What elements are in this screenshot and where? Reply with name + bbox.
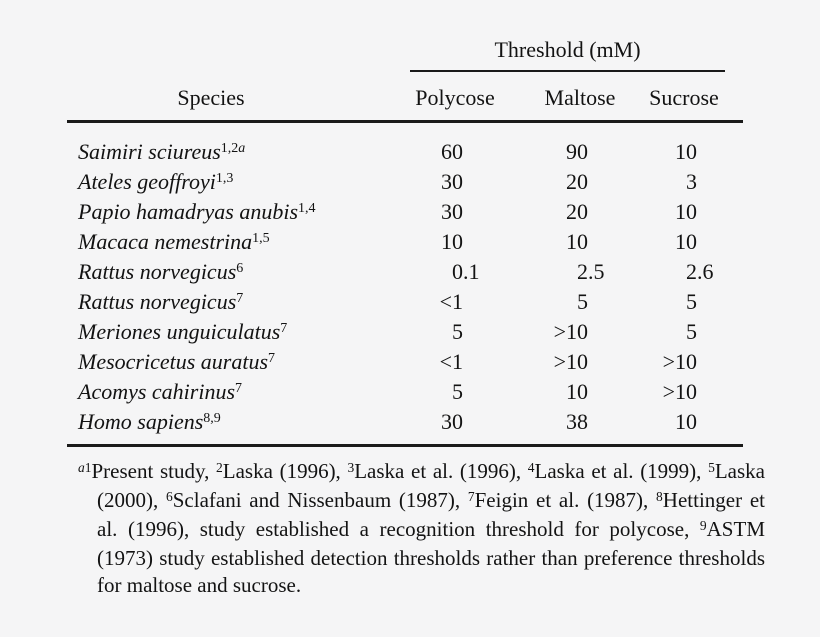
polycose-value: <1 [439, 289, 463, 314]
species-cell [67, 349, 380, 375]
species-reference-marks: 1,4 [298, 201, 316, 216]
table-row [67, 167, 743, 197]
species-reference-marks: 8,9 [203, 411, 221, 426]
footnote-text: $^{a1}$Present study, $^2$Laska (1996), $^3$Laska et al. (1996), $^4$Laska et al. (1999), $^5$Laska (2000), $^6$Sclafani and Nissenbaum (1987), $^7$Feigin et al. (1987), $^8$Hettinger et al. (1996), study established a recognition threshold for polycose, $^9$ASTM (1973) study established detection thresholds rather than preference thresholds for maltose and sucrose. [78, 459, 765, 597]
table-row [67, 227, 743, 257]
species-cell [67, 169, 380, 195]
sucrose-value: 10 [675, 139, 697, 164]
maltose-column-header: Maltose [544, 85, 616, 110]
species-reference-marks: 6 [236, 261, 244, 276]
table-body [67, 137, 743, 437]
maltose-value: >10 [553, 349, 588, 374]
header-divider-rule [67, 120, 743, 123]
species-name: Macaca nemestrina [78, 229, 253, 254]
polycose-value: <1 [439, 349, 463, 374]
table-row [67, 347, 743, 377]
species-reference-marks: 7 [280, 321, 288, 336]
table-row [67, 407, 743, 437]
maltose-value: 2 .5 [577, 259, 605, 284]
species-name: Meriones unguiculatus [78, 319, 281, 344]
polycose-value: 30 [441, 199, 463, 224]
sucrose-value: 10 [675, 409, 697, 434]
polycose-value: 30 [441, 169, 463, 194]
polycose-value: 60 [441, 139, 463, 164]
polycose-value: 5 [452, 379, 463, 404]
sucrose-column-header: Sucrose [649, 85, 719, 110]
polycose-value: 30 [441, 409, 463, 434]
species-cell [67, 409, 380, 435]
maltose-value: 90 [566, 139, 588, 164]
species-name: Saimiri sciureus [78, 139, 221, 164]
species-cell [67, 319, 380, 345]
sucrose-value: 5 [686, 319, 697, 344]
maltose-value: 5 [577, 289, 588, 314]
maltose-value: 10 [566, 229, 588, 254]
species-reference-marks: 7 [236, 291, 244, 306]
table-row [67, 287, 743, 317]
species-column-header: Species [177, 85, 245, 110]
species-name: Homo sapiens [78, 409, 204, 434]
polycose-value: 0 .1 [452, 259, 480, 284]
species-cell [67, 379, 380, 405]
threshold-group-rule [410, 70, 725, 72]
maltose-value: 38 [566, 409, 588, 434]
species-reference-marks: 7 [268, 351, 276, 366]
species-cell [67, 289, 380, 315]
sucrose-value: 10 [675, 229, 697, 254]
species-name: Acomys cahirinus [78, 379, 236, 404]
species-cell [67, 199, 380, 225]
maltose-value: >10 [553, 319, 588, 344]
maltose-value: 20 [566, 169, 588, 194]
table-row [67, 257, 743, 287]
sucrose-value: 10 [675, 199, 697, 224]
species-reference-marks: 1,3 [215, 171, 234, 186]
species-name: Papio hamadryas anubis [78, 199, 298, 224]
polycose-column-header: Polycose [415, 85, 495, 110]
maltose-value: 20 [566, 199, 588, 224]
sucrose-value: 2 .6 [686, 259, 714, 284]
table-bottom-rule [67, 444, 743, 447]
species-name: Ateles geoffroyi [78, 169, 216, 194]
species-name: Rattus norvegicus [78, 289, 237, 314]
species-reference-marks: 1,2a [220, 141, 246, 156]
species-reference-marks: 1,5 [252, 231, 270, 246]
species-name: Mesocricetus auratus [78, 349, 269, 374]
sucrose-value: 3 [686, 169, 697, 194]
threshold-group-header: Threshold (mM) [494, 37, 641, 62]
polycose-value: 5 [452, 319, 463, 344]
species-reference-marks: 7 [235, 381, 243, 396]
species-cell [67, 259, 380, 285]
table-row [67, 377, 743, 407]
sucrose-value: 5 [686, 289, 697, 314]
maltose-value: 10 [566, 379, 588, 404]
species-name: Rattus norvegicus [78, 259, 237, 284]
table-row [67, 197, 743, 227]
species-cell [67, 229, 380, 255]
table-row [67, 137, 743, 167]
species-cell [67, 139, 380, 165]
table-row [67, 317, 743, 347]
sucrose-value: >10 [662, 379, 697, 404]
polycose-value: 10 [441, 229, 463, 254]
sucrose-value: >10 [662, 349, 697, 374]
